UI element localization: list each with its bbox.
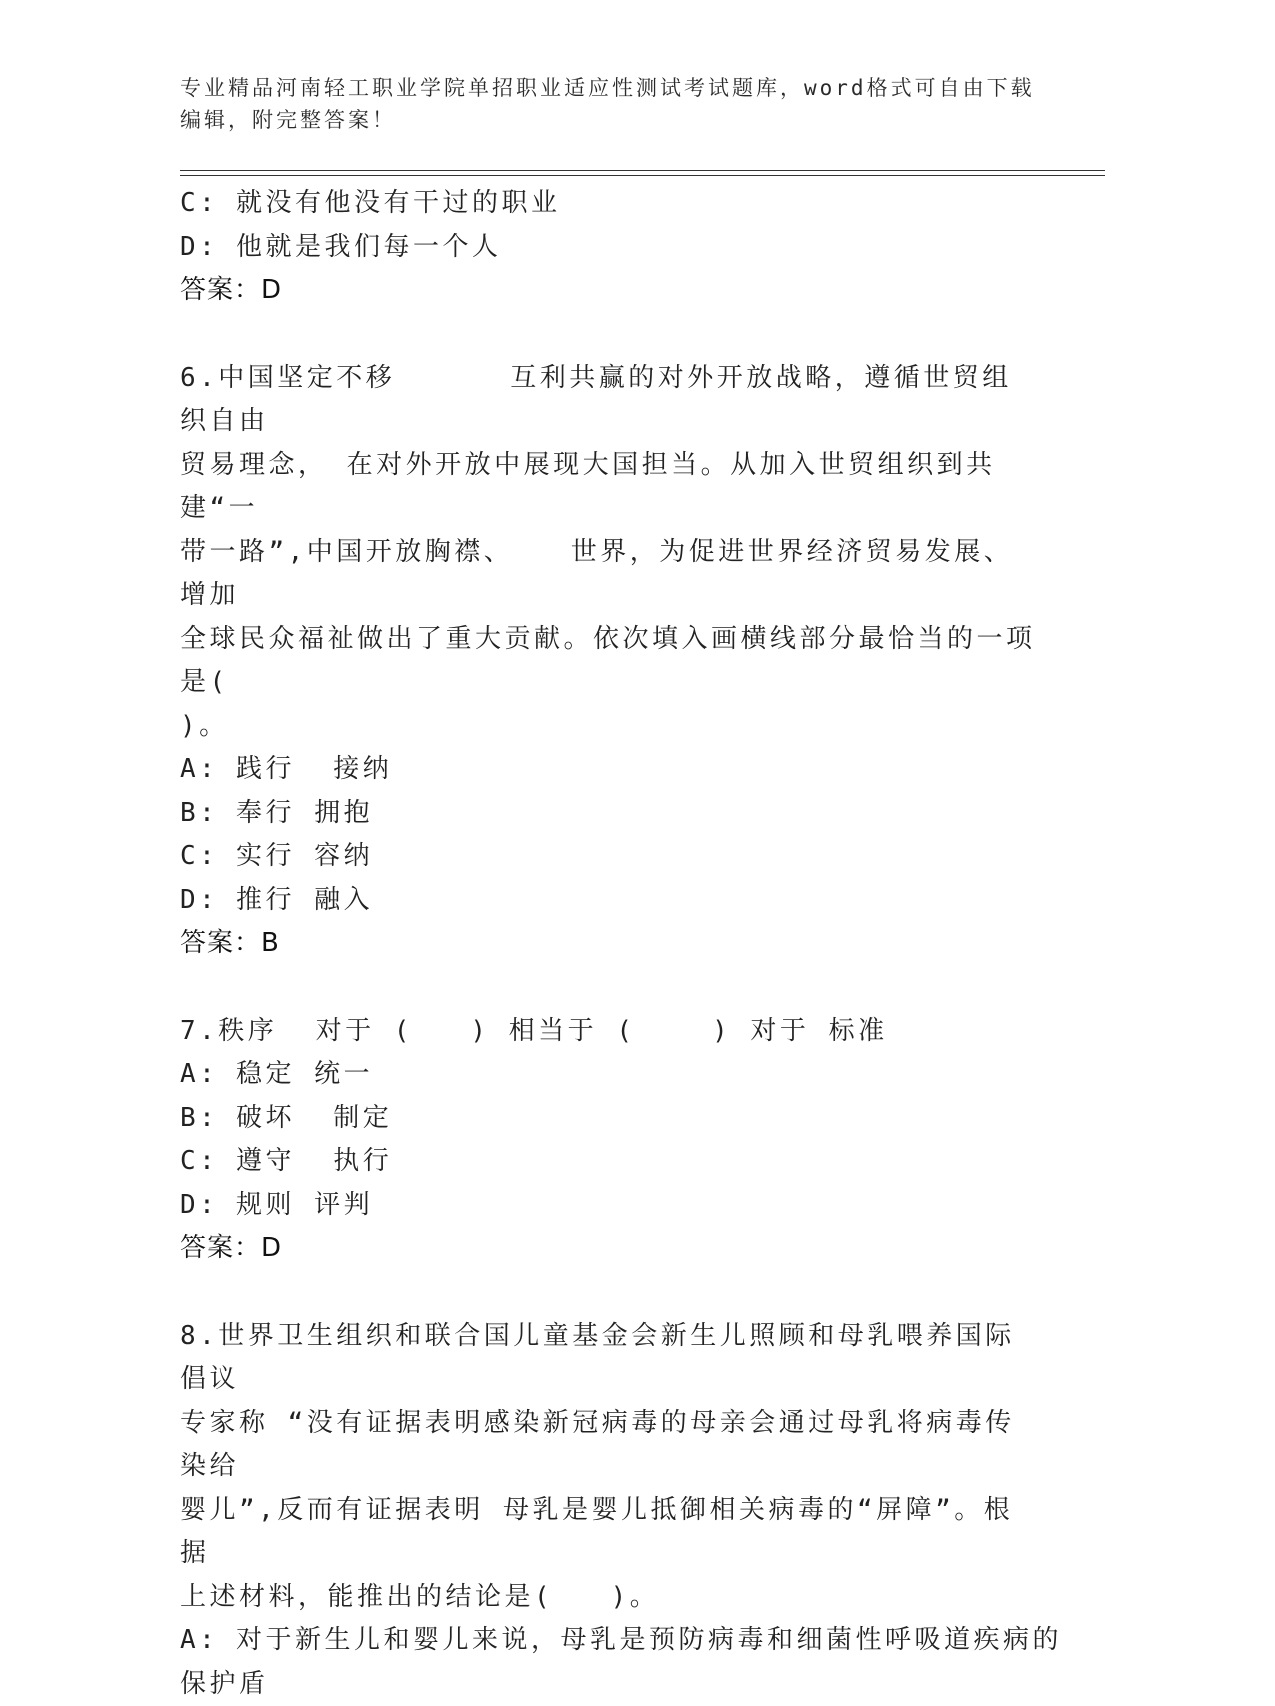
option-letter: A: xyxy=(180,748,236,792)
question-stem-line: 上述材料，能推出的结论是( )。 xyxy=(180,1576,1040,1620)
option-letter: C: xyxy=(180,835,236,879)
option-text: 对于新生儿和婴儿来说，母乳是预防病毒和细菌性呼吸道疾病的 xyxy=(236,1625,1062,1655)
spacer xyxy=(180,966,1040,1010)
question-8 xyxy=(180,1315,1040,1706)
question-stem-line: )。 xyxy=(180,705,1040,749)
option-letter: D: xyxy=(180,879,236,923)
question-stem-line: 带一路”,中国开放胸襟、 世界，为促进世界经济贸易发展、增加 xyxy=(180,531,1040,618)
option-b xyxy=(180,1097,1040,1141)
option-text: 遵守 执行 xyxy=(236,1146,392,1176)
question-stem-line: 全球民众福祉做出了重大贡献。依次填入画横线部分最恰当的一项是( xyxy=(180,618,1040,705)
option-continuation: 保护盾 xyxy=(180,1663,1040,1706)
question-stem-line: 6.中国坚定不移 互利共赢的对外开放战略，遵循世贸组织自由 xyxy=(180,357,1040,444)
option-letter: C: xyxy=(180,1140,236,1184)
option-text: 破坏 制定 xyxy=(236,1103,392,1133)
option-letter: B: xyxy=(180,1097,236,1141)
option-a xyxy=(180,1053,1040,1097)
answer-line: 答案：D xyxy=(180,269,1040,313)
option-d xyxy=(180,1184,1040,1228)
option-text: 奉行 拥抱 xyxy=(236,798,373,828)
question-6 xyxy=(180,357,1040,966)
header-rule-top xyxy=(180,170,1105,171)
spacer xyxy=(180,313,1040,357)
option-c xyxy=(180,835,1040,879)
option-c xyxy=(180,1140,1040,1184)
option-text: 他就是我们每一个人 xyxy=(236,232,502,262)
option-text: 践行 接纳 xyxy=(236,754,392,784)
question-7 xyxy=(180,1010,1040,1271)
page-header xyxy=(180,72,1080,136)
question-stem-line: 8.世界卫生组织和联合国儿童基金会新生儿照顾和母乳喂养国际倡议 xyxy=(180,1315,1040,1402)
option-d xyxy=(180,879,1040,923)
question-5-tail xyxy=(180,182,1040,313)
option-letter: D: xyxy=(180,1184,236,1228)
header-rule-bottom xyxy=(180,175,1105,176)
header-line-2: 编辑，附完整答案！ xyxy=(180,104,1080,136)
option-a xyxy=(180,1619,1040,1663)
answer-line: 答案：D xyxy=(180,1227,1040,1271)
option-text: 就没有他没有干过的职业 xyxy=(236,188,561,218)
option-d xyxy=(180,226,1040,270)
option-text: 实行 容纳 xyxy=(236,841,373,871)
question-stem-line: 7.秩序 对于 ( ) 相当于 ( ) 对于 标准 xyxy=(180,1010,1040,1054)
option-letter: D: xyxy=(180,226,236,270)
option-letter: A: xyxy=(180,1619,236,1663)
option-c xyxy=(180,182,1040,226)
option-letter: C: xyxy=(180,182,236,226)
question-stem-line: 专家称 “没有证据表明感染新冠病毒的母亲会通过母乳将病毒传染给 xyxy=(180,1402,1040,1489)
option-text: 规则 评判 xyxy=(236,1190,373,1220)
option-letter: B: xyxy=(180,792,236,836)
option-a xyxy=(180,748,1040,792)
option-text: 推行 融入 xyxy=(236,885,373,915)
question-stem-line: 婴儿”,反而有证据表明 母乳是婴儿抵御相关病毒的“屏障”。根据 xyxy=(180,1489,1040,1576)
question-content xyxy=(180,182,1040,1706)
option-b xyxy=(180,792,1040,836)
option-letter: A: xyxy=(180,1053,236,1097)
option-text: 稳定 统一 xyxy=(236,1059,373,1089)
question-stem-line: 贸易理念， 在对外开放中展现大国担当。从加入世贸组织到共建“一 xyxy=(180,444,1040,531)
answer-line: 答案：B xyxy=(180,922,1040,966)
spacer xyxy=(180,1271,1040,1315)
header-line-1: 专业精品河南轻工职业学院单招职业适应性测试考试题库，word格式可自由下载 xyxy=(180,72,1080,104)
